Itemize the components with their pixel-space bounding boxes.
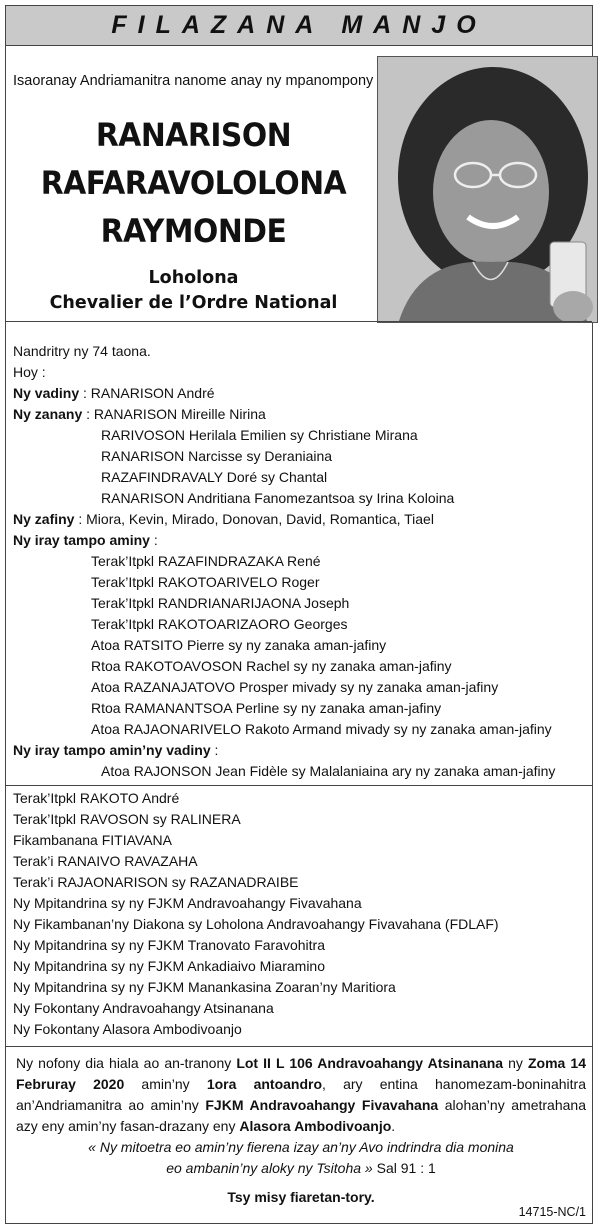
closing-note: Tsy misy fiaretan-tory. bbox=[227, 1189, 375, 1205]
other-item: Terak’i RANAIVO RAVAZAHA bbox=[13, 853, 198, 869]
zanany-item: RAZAFINDRAVALY Doré sy Chantal bbox=[101, 469, 328, 485]
other-item: Ny Fokontany Andravoahangy Atsinanana bbox=[13, 1000, 274, 1016]
vadiny-value: : RANARISON André bbox=[79, 385, 215, 401]
portrait-photo bbox=[377, 56, 598, 323]
section-divider bbox=[6, 1046, 592, 1047]
zanany-label: Ny zanany bbox=[13, 406, 83, 422]
zafiny-value: : Miora, Kevin, Mirado, Donovan, David, Romantica, Tiael bbox=[74, 511, 434, 527]
other-item: Fikambanana FITIAVANA bbox=[13, 832, 172, 848]
tampo-item: Rtoa RAKOTOAVOSON Rachel sy ny zanaka aman-jafiny bbox=[91, 658, 452, 674]
tampo-row bbox=[13, 532, 158, 548]
section-divider bbox=[6, 785, 592, 786]
tampo-vady-item: Atoa RAJONSON Jean Fidèle sy Malalaniaina ary ny zanaka aman-jafiny bbox=[101, 763, 556, 779]
deceased-name-line-2: RAFARAVOLOLONA bbox=[40, 164, 347, 202]
other-item: Ny Fokontany Alasora Ambodivoanjo bbox=[13, 1021, 242, 1037]
funeral-time: 1ora antoandro bbox=[206, 1076, 323, 1092]
tampo-item: Atoa RAZANAJATOVO Prosper mivady sy ny zanaka aman-jafiny bbox=[91, 679, 499, 695]
zanany-value: : RANARISON Mireille Nirina bbox=[82, 406, 266, 422]
funeral-text: . bbox=[391, 1118, 396, 1134]
zanany-row bbox=[13, 406, 266, 422]
tampo-item: Terak’Itpkl RAKOTOARIVELO Roger bbox=[91, 574, 320, 590]
tampo-vady-label: Ny iray tampo amin’ny vadiny bbox=[13, 742, 211, 758]
tampo-colon: : bbox=[149, 532, 158, 548]
other-item: Terak’Itpkl RAKOTO André bbox=[13, 790, 180, 806]
other-item: Ny Mpitandrina sy ny FJKM Manankasina Zoaran’ny Maritiora bbox=[13, 979, 396, 995]
funeral-text: alohan’ny ametrahana azy eny amin’ny fasan-drazany eny bbox=[16, 1097, 586, 1134]
deceased-name-line-1: RANARISON bbox=[95, 116, 292, 154]
hoy-line: Hoy : bbox=[13, 364, 46, 380]
zafiny-label: Ny zafiny bbox=[13, 511, 75, 527]
funeral-address: Lot II L 106 Andravoahangy Atsinanana bbox=[236, 1055, 504, 1071]
tampo-item: Terak’Itpkl RAKOTOARIZAORO Georges bbox=[91, 616, 348, 632]
scripture-quote bbox=[16, 1137, 586, 1179]
quote-line-1: « Ny mitoetra eo amin’ny fierena izay an’ny Avo indrindra dia monina bbox=[88, 1139, 514, 1155]
section-divider bbox=[6, 321, 592, 322]
other-item: Ny Mpitandrina sy ny FJKM Ankadiaivo Miaramino bbox=[13, 958, 326, 974]
banner-title: FILAZANA MANJO bbox=[6, 6, 592, 46]
funeral-text: Ny nofony dia hiala ao an-tranony bbox=[16, 1055, 237, 1071]
quote-text: eo ambanin’ny aloky ny Tsitoha » bbox=[166, 1160, 373, 1176]
intro-text: Isaoranay Andriamanitra nanome anay ny mpanompony bbox=[13, 73, 374, 89]
vadiny-label: Ny vadiny bbox=[13, 385, 80, 401]
other-item: Ny Mpitandrina sy ny FJKM Tranovato Faravohitra bbox=[13, 937, 326, 953]
other-item: Ny Mpitandrina sy ny FJKM Andravoahangy Fivavahana bbox=[13, 895, 362, 911]
reference-code: 14715-NC/1 bbox=[518, 1205, 586, 1219]
funeral-details bbox=[16, 1053, 586, 1137]
zanany-item: RARIVOSON Herilala Emilien sy Christiane Mirana bbox=[101, 427, 418, 443]
tampo-label: Ny iray tampo aminy bbox=[13, 532, 150, 548]
tampo-item: Terak’Itpkl RANDRIANARIJAONA Joseph bbox=[91, 595, 350, 611]
age-line: Nandritry ny 74 taona. bbox=[13, 343, 151, 359]
vadiny-row bbox=[13, 385, 215, 401]
tampo-item: Terak’Itpkl RAZAFINDRAZAKA René bbox=[91, 553, 321, 569]
deceased-title-2: Chevalier de l’Ordre National bbox=[49, 293, 338, 313]
zafiny-row bbox=[13, 511, 434, 527]
tampo-item: Atoa RAJAONARIVELO Rakoto Armand mivady sy ny zanaka aman-jafiny bbox=[91, 721, 552, 737]
funeral-text: amin’ny bbox=[124, 1076, 207, 1092]
tampo-item: Rtoa RAMANANTSOA Perline sy ny zanaka aman-jafiny bbox=[91, 700, 442, 716]
notice-frame bbox=[5, 5, 593, 1224]
burial-place: Alasora Ambodivoanjo bbox=[239, 1118, 392, 1134]
zanany-item: RANARISON Andritiana Fanomezantsoa sy Irina Koloina bbox=[101, 490, 455, 506]
funeral-date: Zoma 14 Februray 2020 bbox=[16, 1055, 586, 1092]
quote-reference: Sal 91 : 1 bbox=[372, 1160, 436, 1176]
other-item: Ny Fikambanan’ny Diakona sy Loholona Andravoahangy Fivavahana (FDLAF) bbox=[13, 916, 499, 932]
deceased-name-line-3: RAYMONDE bbox=[100, 212, 287, 250]
tampo-item: Atoa RATSITO Pierre sy ny zanaka aman-jafiny bbox=[91, 637, 387, 653]
other-item: Terak’i RAJAONARISON sy RAZANADRAIBE bbox=[13, 874, 299, 890]
tampo-vady-colon: : bbox=[210, 742, 219, 758]
deceased-title-1: Loholona bbox=[148, 268, 239, 288]
quote-line-2 bbox=[16, 1158, 586, 1179]
tampo-vady-row bbox=[13, 742, 218, 758]
funeral-text: , ary entina hanomezam-boninahitra an’Andriamanitra ao amin’ny bbox=[16, 1076, 586, 1113]
funeral-text: ny bbox=[503, 1055, 528, 1071]
zanany-item: RANARISON Narcisse sy Deraniaina bbox=[101, 448, 333, 464]
funeral-church: FJKM Andravoahangy Fivavahana bbox=[205, 1097, 439, 1113]
other-item: Terak’Itpkl RAVOSON sy RALINERA bbox=[13, 811, 241, 827]
